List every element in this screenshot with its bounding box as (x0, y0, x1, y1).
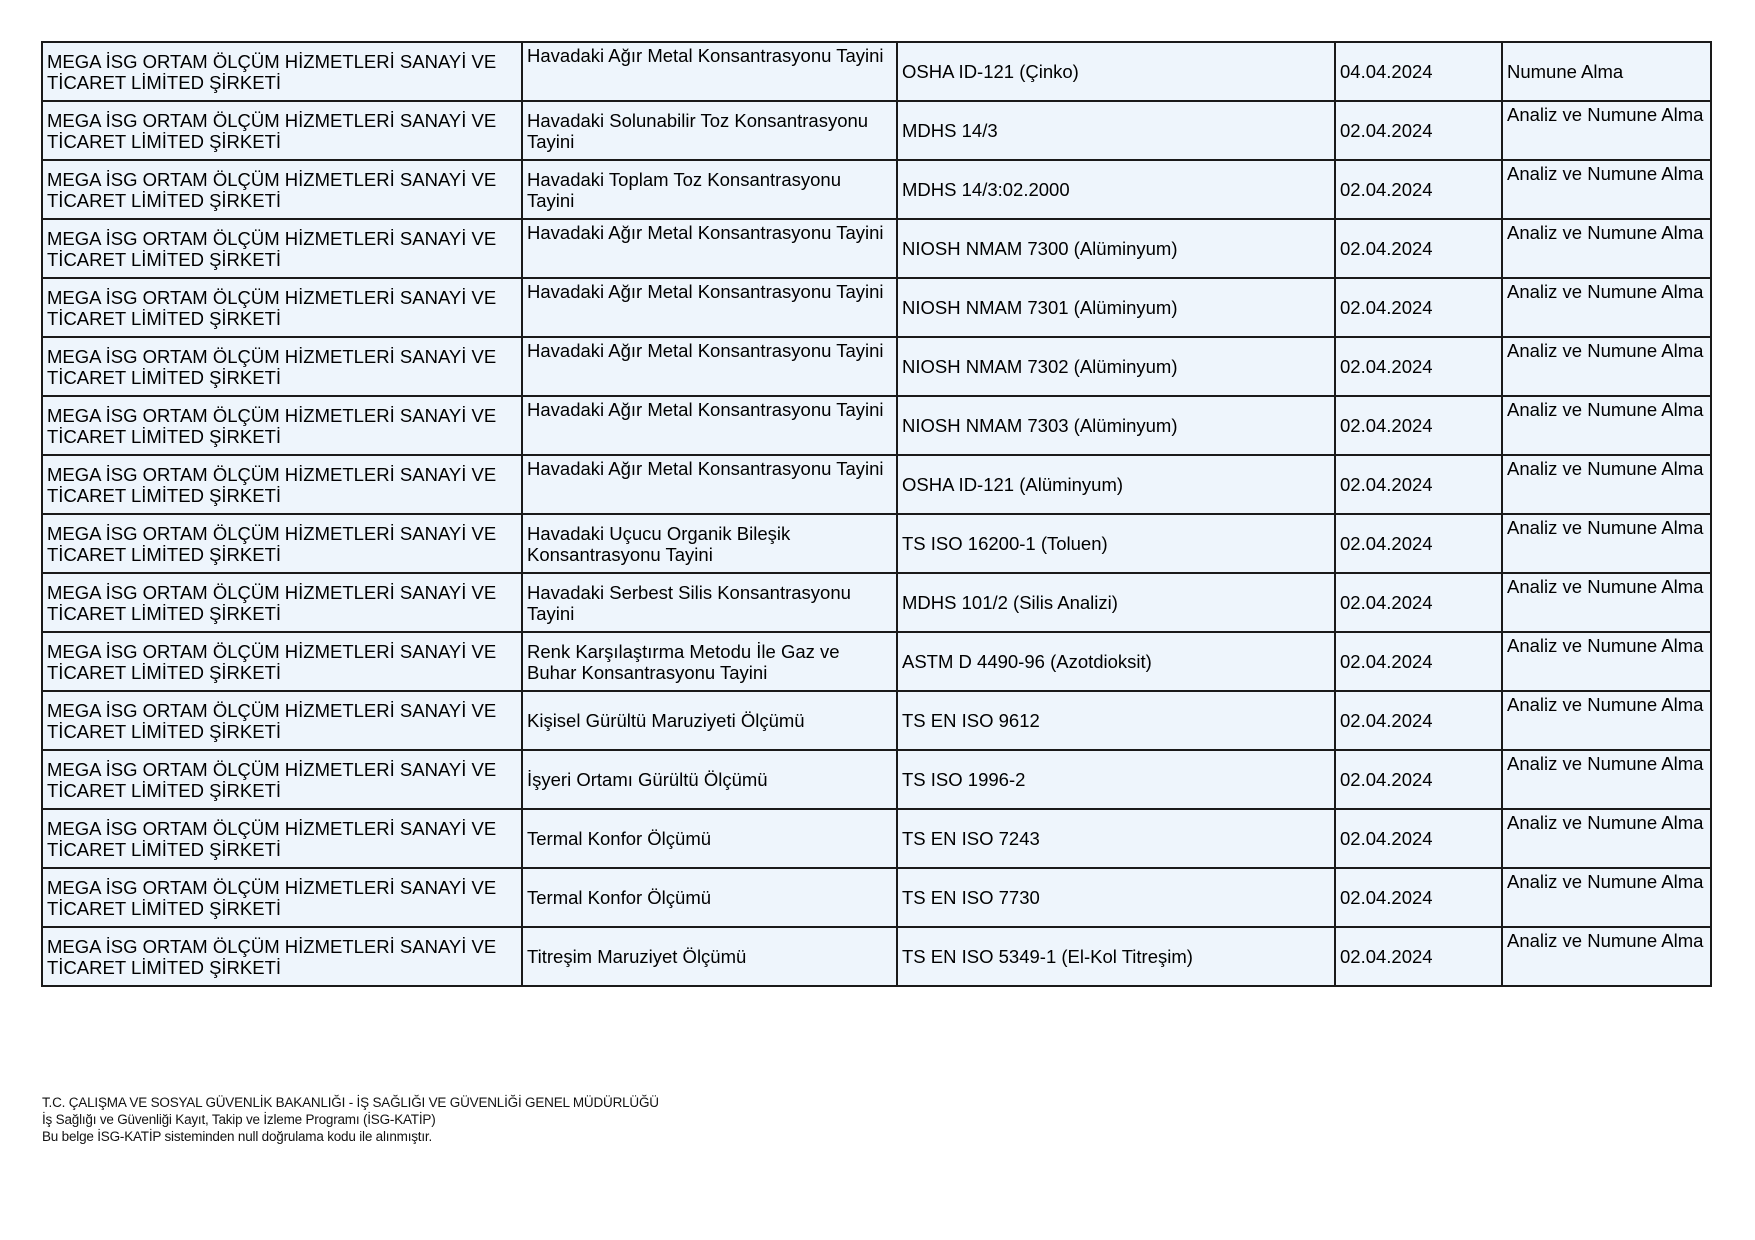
date-cell (1335, 42, 1502, 101)
table-body (42, 42, 1711, 986)
test-name-cell (522, 632, 897, 691)
test-name-cell (522, 396, 897, 455)
test-name-cell (522, 809, 897, 868)
test-name-cell (522, 219, 897, 278)
company-cell-text: MEGA İSG ORTAM ÖLÇÜM HİZMETLERİ SANAYİ VE TİCARET LİMİTED ŞİRKETİ (47, 758, 497, 801)
status-cell-text: Analiz ve Numune Alma (1507, 458, 1704, 479)
test-name-cell-text: Havadaki Ağır Metal Konsantrasyonu Tayini (527, 340, 884, 361)
date-cell (1335, 455, 1502, 514)
status-cell (1502, 42, 1711, 101)
status-cell-text: Analiz ve Numune Alma (1507, 871, 1704, 892)
method-cell-text: NIOSH NMAM 7300 (Alüminyum) (902, 238, 1178, 259)
company-cell-text: MEGA İSG ORTAM ÖLÇÜM HİZMETLERİ SANAYİ VE TİCARET LİMİTED ŞİRKETİ (47, 935, 497, 978)
status-cell (1502, 809, 1711, 868)
status-cell (1502, 514, 1711, 573)
method-cell-text: TS EN ISO 5349-1 (El-Kol Titreşim) (902, 946, 1193, 967)
method-cell (897, 750, 1335, 809)
date-cell (1335, 632, 1502, 691)
date-cell (1335, 278, 1502, 337)
method-cell (897, 396, 1335, 455)
company-cell-text: MEGA İSG ORTAM ÖLÇÜM HİZMETLERİ SANAYİ VE TİCARET LİMİTED ŞİRKETİ (47, 168, 497, 211)
table-row (42, 927, 1711, 986)
date-cell (1335, 101, 1502, 160)
method-cell-text: TS EN ISO 7730 (902, 887, 1040, 908)
test-name-cell-text: Renk Karşılaştırma Metodu İle Gaz ve Buhar Konsantrasyonu Tayini (527, 640, 840, 683)
test-name-cell-text: Havadaki Ağır Metal Konsantrasyonu Tayini (527, 45, 884, 66)
table-row (42, 337, 1711, 396)
status-cell-text: Analiz ve Numune Alma (1507, 399, 1704, 420)
method-cell (897, 632, 1335, 691)
status-cell (1502, 868, 1711, 927)
test-name-cell (522, 750, 897, 809)
status-cell (1502, 396, 1711, 455)
date-cell (1335, 160, 1502, 219)
date-cell (1335, 219, 1502, 278)
table-row (42, 632, 1711, 691)
method-cell-text: TS EN ISO 7243 (902, 828, 1040, 849)
status-cell (1502, 691, 1711, 750)
date-cell (1335, 691, 1502, 750)
table-row (42, 160, 1711, 219)
test-name-cell (522, 101, 897, 160)
method-cell (897, 101, 1335, 160)
date-cell (1335, 809, 1502, 868)
company-cell (42, 396, 522, 455)
company-cell-text: MEGA İSG ORTAM ÖLÇÜM HİZMETLERİ SANAYİ VE TİCARET LİMİTED ŞİRKETİ (47, 50, 497, 93)
company-cell-text: MEGA İSG ORTAM ÖLÇÜM HİZMETLERİ SANAYİ VE TİCARET LİMİTED ŞİRKETİ (47, 463, 497, 506)
method-cell (897, 455, 1335, 514)
method-cell (897, 868, 1335, 927)
test-name-cell-text: Havadaki Ağır Metal Konsantrasyonu Tayini (527, 281, 884, 302)
test-name-cell-text: Havadaki Toplam Toz Konsantrasyonu Tayini (527, 168, 842, 211)
date-cell-text: 02.04.2024 (1340, 710, 1433, 731)
company-cell-text: MEGA İSG ORTAM ÖLÇÜM HİZMETLERİ SANAYİ VE TİCARET LİMİTED ŞİRKETİ (47, 109, 497, 152)
test-name-cell (522, 868, 897, 927)
status-cell-text: Analiz ve Numune Alma (1507, 753, 1704, 774)
company-cell (42, 219, 522, 278)
method-cell-text: MDHS 101/2 (Silis Analizi) (902, 592, 1118, 613)
status-cell-text: Analiz ve Numune Alma (1507, 694, 1704, 715)
method-cell-text: MDHS 14/3 (902, 120, 998, 141)
test-name-cell-text: Termal Konfor Ölçümü (527, 887, 712, 908)
method-cell-text: TS ISO 1996-2 (902, 769, 1026, 790)
company-cell (42, 573, 522, 632)
date-cell-text: 02.04.2024 (1340, 769, 1433, 790)
test-name-cell-text: Havadaki Uçucu Organik Bileşik Konsantrasyonu Tayini (527, 522, 791, 565)
status-cell-text: Analiz ve Numune Alma (1507, 635, 1704, 656)
test-name-cell (522, 573, 897, 632)
test-name-cell (522, 278, 897, 337)
status-cell-text: Analiz ve Numune Alma (1507, 222, 1704, 243)
status-cell (1502, 632, 1711, 691)
table-row (42, 42, 1711, 101)
status-cell-text: Numune Alma (1507, 61, 1624, 82)
status-cell (1502, 337, 1711, 396)
company-cell-text: MEGA İSG ORTAM ÖLÇÜM HİZMETLERİ SANAYİ VE TİCARET LİMİTED ŞİRKETİ (47, 286, 497, 329)
method-cell (897, 809, 1335, 868)
test-name-cell-text: Titreşim Maruziyet Ölçümü (527, 946, 747, 967)
date-cell-text: 02.04.2024 (1340, 592, 1433, 613)
method-cell (897, 514, 1335, 573)
status-cell-text: Analiz ve Numune Alma (1507, 576, 1704, 597)
status-cell-text: Analiz ve Numune Alma (1507, 517, 1704, 538)
method-cell-text: OSHA ID-121 (Çinko) (902, 61, 1079, 82)
table-row (42, 455, 1711, 514)
table-row (42, 809, 1711, 868)
test-name-cell-text: Havadaki Solunabilir Toz Konsantrasyonu Tayini (527, 109, 869, 152)
company-cell-text: MEGA İSG ORTAM ÖLÇÜM HİZMETLERİ SANAYİ VE TİCARET LİMİTED ŞİRKETİ (47, 581, 497, 624)
company-cell (42, 632, 522, 691)
test-name-cell (522, 455, 897, 514)
date-cell-text: 02.04.2024 (1340, 238, 1433, 259)
table-row (42, 278, 1711, 337)
company-cell (42, 42, 522, 101)
status-cell-text: Analiz ve Numune Alma (1507, 812, 1704, 833)
company-cell (42, 337, 522, 396)
date-cell-text: 02.04.2024 (1340, 887, 1433, 908)
date-cell-text: 02.04.2024 (1340, 356, 1433, 377)
method-cell-text: ASTM D 4490-96 (Azotdioksit) (902, 651, 1152, 672)
test-name-cell-text: Havadaki Ağır Metal Konsantrasyonu Tayini (527, 222, 884, 243)
table-row (42, 219, 1711, 278)
test-name-cell-text: Havadaki Serbest Silis Konsantrasyonu Tayini (527, 581, 851, 624)
table-row (42, 691, 1711, 750)
status-cell (1502, 278, 1711, 337)
method-cell-text: MDHS 14/3:02.2000 (902, 179, 1070, 200)
status-cell (1502, 101, 1711, 160)
status-cell-text: Analiz ve Numune Alma (1507, 163, 1704, 184)
table-row (42, 750, 1711, 809)
company-cell (42, 160, 522, 219)
status-cell-text: Analiz ve Numune Alma (1507, 340, 1704, 361)
method-cell (897, 160, 1335, 219)
method-cell (897, 278, 1335, 337)
date-cell (1335, 337, 1502, 396)
table-row (42, 396, 1711, 455)
table-row (42, 514, 1711, 573)
test-name-cell (522, 691, 897, 750)
test-name-cell-text: Kişisel Gürültü Maruziyeti Ölçümü (527, 710, 805, 731)
table-row (42, 573, 1711, 632)
status-cell (1502, 160, 1711, 219)
company-cell (42, 927, 522, 986)
status-cell (1502, 219, 1711, 278)
footer-ministry-line: T.C. ÇALIŞMA VE SOSYAL GÜVENLİK BAKANLIĞI - İŞ SAĞLIĞI VE GÜVENLİĞİ GENEL MÜDÜRLÜĞÜ (42, 1095, 659, 1110)
method-cell (897, 219, 1335, 278)
company-cell-text: MEGA İSG ORTAM ÖLÇÜM HİZMETLERİ SANAYİ VE TİCARET LİMİTED ŞİRKETİ (47, 817, 497, 860)
method-cell (897, 337, 1335, 396)
date-cell-text: 02.04.2024 (1340, 474, 1433, 495)
status-cell-text: Analiz ve Numune Alma (1507, 104, 1704, 125)
company-cell (42, 514, 522, 573)
method-cell-text: TS ISO 16200-1 (Toluen) (902, 533, 1108, 554)
date-cell-text: 02.04.2024 (1340, 946, 1433, 967)
date-cell-text: 02.04.2024 (1340, 179, 1433, 200)
table-row (42, 101, 1711, 160)
company-cell-text: MEGA İSG ORTAM ÖLÇÜM HİZMETLERİ SANAYİ VE TİCARET LİMİTED ŞİRKETİ (47, 345, 497, 388)
company-cell-text: MEGA İSG ORTAM ÖLÇÜM HİZMETLERİ SANAYİ VE TİCARET LİMİTED ŞİRKETİ (47, 404, 497, 447)
company-cell (42, 868, 522, 927)
date-cell (1335, 396, 1502, 455)
company-cell-text: MEGA İSG ORTAM ÖLÇÜM HİZMETLERİ SANAYİ VE TİCARET LİMİTED ŞİRKETİ (47, 640, 497, 683)
test-name-cell-text: Termal Konfor Ölçümü (527, 828, 712, 849)
date-cell-text: 04.04.2024 (1340, 61, 1433, 82)
date-cell-text: 02.04.2024 (1340, 651, 1433, 672)
date-cell-text: 02.04.2024 (1340, 533, 1433, 554)
test-name-cell-text: İşyeri Ortamı Gürültü Ölçümü (527, 769, 768, 790)
date-cell (1335, 927, 1502, 986)
company-cell (42, 750, 522, 809)
test-name-cell (522, 927, 897, 986)
company-cell-text: MEGA İSG ORTAM ÖLÇÜM HİZMETLERİ SANAYİ VE TİCARET LİMİTED ŞİRKETİ (47, 876, 497, 919)
method-cell-text: NIOSH NMAM 7301 (Alüminyum) (902, 297, 1178, 318)
status-cell-text: Analiz ve Numune Alma (1507, 281, 1704, 302)
status-cell (1502, 455, 1711, 514)
company-cell-text: MEGA İSG ORTAM ÖLÇÜM HİZMETLERİ SANAYİ VE TİCARET LİMİTED ŞİRKETİ (47, 699, 497, 742)
date-cell-text: 02.04.2024 (1340, 415, 1433, 436)
company-cell (42, 691, 522, 750)
table-row (42, 868, 1711, 927)
date-cell-text: 02.04.2024 (1340, 297, 1433, 318)
document-footer (42, 1094, 659, 1145)
method-cell (897, 573, 1335, 632)
method-cell (897, 42, 1335, 101)
test-name-cell-text: Havadaki Ağır Metal Konsantrasyonu Tayini (527, 458, 884, 479)
method-cell-text: OSHA ID-121 (Alüminyum) (902, 474, 1124, 495)
test-name-cell (522, 42, 897, 101)
company-cell-text: MEGA İSG ORTAM ÖLÇÜM HİZMETLERİ SANAYİ VE TİCARET LİMİTED ŞİRKETİ (47, 522, 497, 565)
date-cell (1335, 514, 1502, 573)
status-cell (1502, 573, 1711, 632)
date-cell-text: 02.04.2024 (1340, 120, 1433, 141)
method-cell-text: NIOSH NMAM 7302 (Alüminyum) (902, 356, 1178, 377)
company-cell-text: MEGA İSG ORTAM ÖLÇÜM HİZMETLERİ SANAYİ VE TİCARET LİMİTED ŞİRKETİ (47, 227, 497, 270)
company-cell (42, 809, 522, 868)
company-cell (42, 455, 522, 514)
status-cell-text: Analiz ve Numune Alma (1507, 930, 1704, 951)
test-name-cell (522, 160, 897, 219)
method-cell-text: NIOSH NMAM 7303 (Alüminyum) (902, 415, 1178, 436)
company-cell (42, 101, 522, 160)
test-name-cell-text: Havadaki Ağır Metal Konsantrasyonu Tayini (527, 399, 884, 420)
date-cell (1335, 750, 1502, 809)
accreditation-table (41, 41, 1712, 987)
test-name-cell (522, 337, 897, 396)
test-name-cell (522, 514, 897, 573)
footer-program-line: İş Sağlığı ve Güvenliği Kayıt, Takip ve İzleme Programı (İSG-KATİP) (42, 1112, 436, 1127)
status-cell (1502, 927, 1711, 986)
method-cell-text: TS EN ISO 9612 (902, 710, 1040, 731)
company-cell (42, 278, 522, 337)
date-cell-text: 02.04.2024 (1340, 828, 1433, 849)
method-cell (897, 691, 1335, 750)
status-cell (1502, 750, 1711, 809)
date-cell (1335, 573, 1502, 632)
date-cell (1335, 868, 1502, 927)
footer-verification-line: Bu belge İSG-KATİP sisteminden null doğrulama kodu ile alınmıştır. (42, 1129, 433, 1144)
method-cell (897, 927, 1335, 986)
